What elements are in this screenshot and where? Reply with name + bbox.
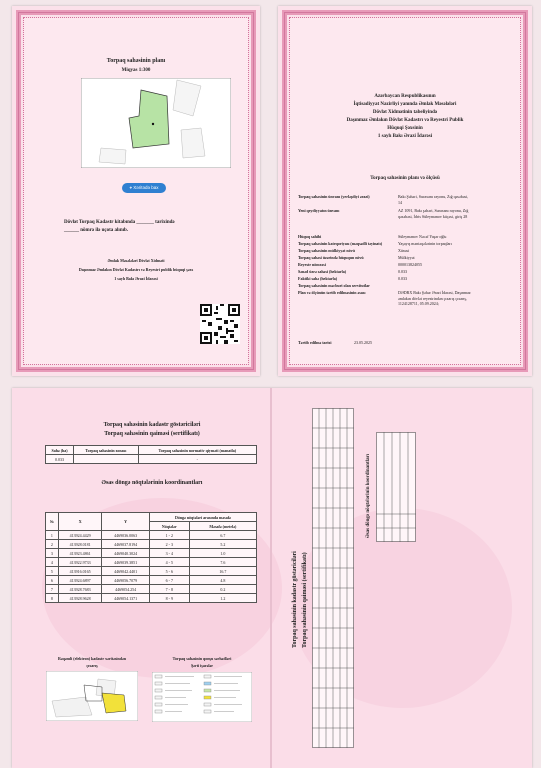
registry-line-2: ______ nömrə ilə uçota alınıb. bbox=[64, 228, 129, 233]
info-table: Torpaq sahəsinin ünvanı (yerləşdiyi ərazi) Bakı Şəhəri, Suraxanı rayonu, Zığ qəsəbəsi, 14 Yeni qeydiyyatın ünvanı AZ 1091, Bakı şəhəri, Suraxanı rayonu, Zığ qəsəbəsi, İdris Süleymanov küçəsi, giriş 28 Hüquq sahibi Süleymanov Nəcəf Yaşar oğlu Torpaq sahəsinin kateqoriyası (məqsədli təyinatı) Yaşayış məntəqələrinin torpaqları Torpaq sahəsinin mülkiyyət növü Xüsusi Torpaq sahəsi üzərində hüququn növü Mülkiyyət Reyestr nömrəsi 000013824055 Sənəd üzrə sahəsi (hektarla) 0.033 Faktiki sahə (hektarla) 0.033 Torpaq sahəsinin məcburi olan servitutlar Plan və ölçünün tərtib edilməsinin əsası DƏDRX Bakı Şəhər Ərazi İdarəsi, Daşınmaz əmlakın dövlət reyestrindən çıxarış çıxarış, 1124128711, 05.09.2024; bbox=[298, 194, 471, 306]
point-number: 5 bbox=[46, 567, 59, 576]
distance: 5.2 bbox=[189, 540, 256, 549]
area-value: 0.033 bbox=[46, 455, 74, 464]
page-fold bbox=[270, 388, 272, 768]
y-coordinate: 4469054.254 bbox=[102, 585, 149, 594]
authority-header-4: Daşınmaz Əmlakın Dövlət Kadastrı və Reyestri Publik bbox=[346, 118, 464, 123]
left-sheet-inner bbox=[24, 18, 248, 364]
x-coordinate: 413923.4861 bbox=[58, 549, 102, 558]
neighbor-parcel bbox=[181, 128, 205, 158]
point-number: 4 bbox=[46, 558, 59, 567]
coordinate-row bbox=[46, 549, 257, 558]
coordinate-row bbox=[46, 540, 257, 549]
distance: 0.2 bbox=[189, 585, 256, 594]
cadastral-title: Torpaq sahəsinin kadastr göstəriciləri bbox=[103, 422, 201, 428]
coordinate-row bbox=[46, 531, 257, 540]
coordinate-row bbox=[46, 567, 257, 576]
area-table bbox=[45, 445, 257, 464]
distance: 1.2 bbox=[189, 594, 256, 603]
coordinate-row bbox=[46, 594, 257, 603]
certificate-title: Torpaq sahəsinin qaiməsi (sertifikatı) bbox=[104, 431, 200, 437]
map-extract-caption-2: çıxarış bbox=[86, 663, 98, 668]
distance: 7.6 bbox=[189, 558, 256, 567]
legend-symbols bbox=[152, 672, 252, 722]
authority-header-2: İqtisadiyyat Nazirliyi yanında Əmlak Məsələləri bbox=[353, 102, 457, 107]
map-pin-icon: ⌖ bbox=[129, 185, 132, 190]
authority-header-5: Hüquqi Şəxsinin bbox=[387, 126, 423, 131]
x-coordinate: 413922.9733 bbox=[58, 558, 102, 567]
y-coordinate: 4469042.4401 bbox=[102, 567, 149, 576]
rotated-coordinates-grid bbox=[376, 432, 416, 542]
left-sheet bbox=[12, 6, 260, 376]
rotated-certificate-title: Torpaq sahəsinin qaiməsi (sertifikatı) bbox=[302, 552, 308, 648]
y-coordinate: 4469039.3851 bbox=[102, 558, 149, 567]
point-number: 2 bbox=[46, 540, 59, 549]
distance: 6.7 bbox=[189, 531, 256, 540]
cadastral-map-extract bbox=[46, 671, 138, 721]
distance: 16.7 bbox=[189, 567, 256, 576]
segment: 5 - 6 bbox=[149, 567, 189, 576]
authority-header-6: 1 saylı Bakı Ərazi İdarəsi bbox=[377, 134, 433, 139]
col-x: X bbox=[58, 513, 102, 531]
segment: 2 - 3 bbox=[149, 540, 189, 549]
normative-price-value: - bbox=[138, 455, 256, 464]
service-line-3: 1 saylı Bakı Ərazi İdarəsi bbox=[114, 276, 158, 281]
right-sheet-inner bbox=[290, 18, 520, 364]
rotated-neighbors-table bbox=[312, 408, 354, 748]
map-view-button[interactable] bbox=[122, 183, 166, 193]
neighbor-parcel bbox=[99, 148, 126, 164]
y-coordinate: 4469037.8194 bbox=[102, 540, 149, 549]
coordinates-table bbox=[45, 512, 257, 603]
segment: 7 - 8 bbox=[149, 585, 189, 594]
plan-title: Torpaq sahəsinin planı bbox=[106, 58, 166, 64]
point-number: 7 bbox=[46, 585, 59, 594]
segment: 3 - 4 bbox=[149, 549, 189, 558]
area-header: Sahə (ha) bbox=[46, 446, 74, 455]
neighbors-caption: Torpaq sahəsinin qonşu sərhədləri bbox=[172, 656, 232, 661]
authority-header-3: Dövlət Xidmətinin tabeliyində bbox=[372, 110, 438, 115]
x-coordinate: 413924.6897 bbox=[58, 576, 102, 585]
x-coordinate: 413928.9628 bbox=[58, 594, 102, 603]
segment: 1 - 2 bbox=[149, 531, 189, 540]
segment: 6 - 7 bbox=[149, 576, 189, 585]
registry-line-1: Dövlət Torpaq Kadastr kitabında _______ tarixində bbox=[64, 220, 175, 225]
bottom-spread bbox=[12, 388, 532, 768]
point-number: 1 bbox=[46, 531, 59, 540]
coordinate-row bbox=[46, 576, 257, 585]
col-distance: Məsafə (metrlə) bbox=[189, 522, 256, 531]
map-view-button-label: Xəritədə bax bbox=[133, 185, 159, 190]
coordinates-title: Əsas döngə nöqtələrinin koordinantları bbox=[101, 480, 203, 486]
legend-caption: Şərti işarələr bbox=[190, 663, 214, 668]
x-coordinate: 413924.4429 bbox=[58, 531, 102, 540]
service-line-1: Əmlak Məsələləri Dövlət Xidməti bbox=[107, 258, 165, 263]
y-coordinate: 4469036.0063 bbox=[102, 531, 149, 540]
col-distance-group: Döngə nöqtələri arasında məsafə bbox=[149, 513, 256, 522]
y-coordinate: 4469040.3024 bbox=[102, 549, 149, 558]
qr-code bbox=[200, 304, 240, 344]
compile-date-label: Tərtib edilmə tarixi bbox=[298, 340, 332, 345]
coordinate-row bbox=[46, 585, 257, 594]
distance: 4.8 bbox=[189, 576, 256, 585]
x-coordinate: 413928.7683 bbox=[58, 585, 102, 594]
normative-price-header: Torpaq sahəsinin normativ qiyməti (manatla) bbox=[138, 446, 256, 455]
service-line-2: Daşınmaz Əmlakın Dövlət Kadastrı və Reyestri publik hüquqi şəxs bbox=[78, 267, 194, 272]
col-points: Nöqtələr bbox=[149, 522, 189, 531]
distance: 1.0 bbox=[189, 549, 256, 558]
y-coordinate: 4469056.7079 bbox=[102, 576, 149, 585]
rotated-coordinates-title: Əsas döngə nöqtələrinin koordinantları bbox=[366, 453, 371, 538]
parcel-highlight bbox=[102, 693, 126, 713]
section-title: Torpaq sahəsinin planı və ölçüsü bbox=[370, 176, 440, 181]
x-coordinate: 413916.0165 bbox=[58, 567, 102, 576]
point-number: 8 bbox=[46, 594, 59, 603]
zone-value bbox=[74, 455, 139, 464]
x-coordinate: 413928.0181 bbox=[58, 540, 102, 549]
point-number: 6 bbox=[46, 576, 59, 585]
segment: 4 - 5 bbox=[149, 558, 189, 567]
col-number: № bbox=[46, 513, 59, 531]
compile-date-value: 23.05.2025 bbox=[354, 340, 372, 345]
col-y: Y bbox=[102, 513, 149, 531]
point-number: 3 bbox=[46, 549, 59, 558]
y-coordinate: 4469054.1371 bbox=[102, 594, 149, 603]
site-plan-map bbox=[81, 78, 231, 168]
right-sheet bbox=[278, 6, 532, 376]
rotated-cadastral-title: Torpaq sahəsinin kadastr göstəriciləri bbox=[292, 551, 298, 648]
zone-header: Torpaq sahəsinin zonası bbox=[74, 446, 139, 455]
parcel-center-point bbox=[152, 123, 154, 125]
authority-header-1: Azərbaycan Respublikasının bbox=[374, 94, 436, 99]
map-extract-caption-1: Rəqəmli (elektron) kadastr xəritəsindən bbox=[58, 656, 126, 661]
coordinate-row bbox=[46, 558, 257, 567]
segment: 8 - 9 bbox=[149, 594, 189, 603]
plan-scale: Miqyas 1:300 bbox=[121, 68, 151, 73]
